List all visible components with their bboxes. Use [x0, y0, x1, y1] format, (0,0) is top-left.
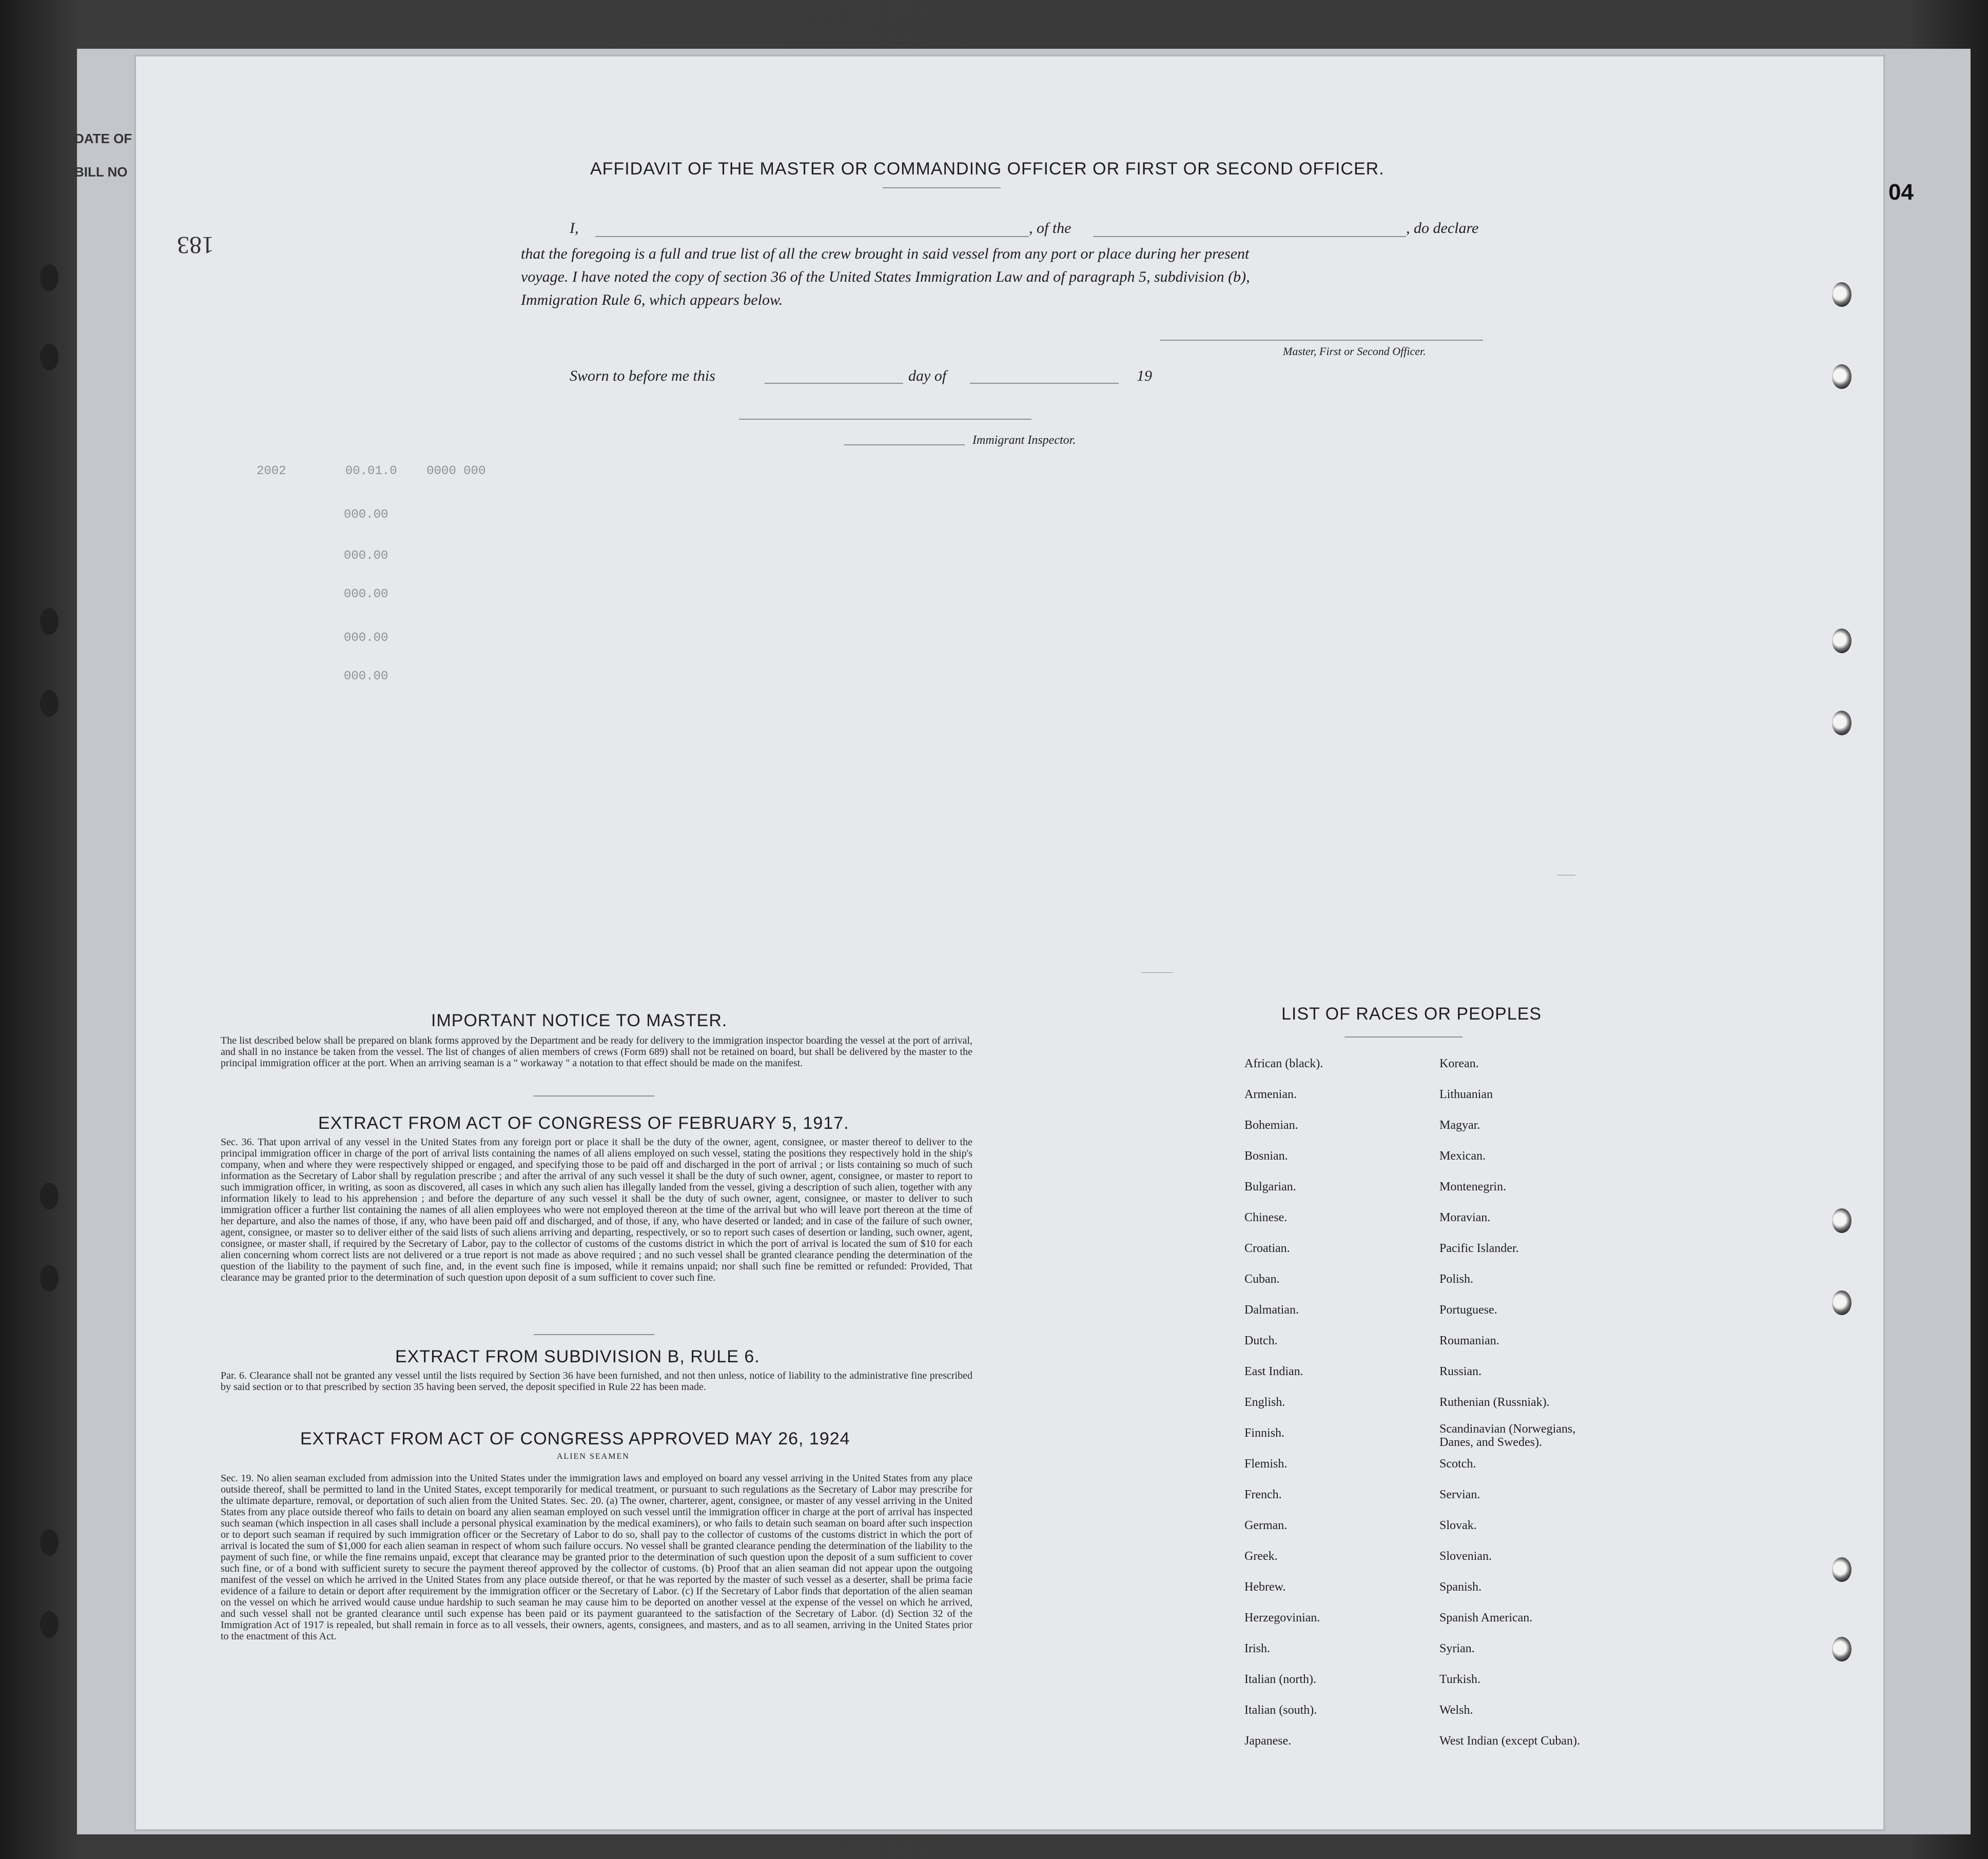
vessel-name-line[interactable] [1093, 236, 1406, 237]
sworn-month-line[interactable] [970, 383, 1119, 384]
bleed-through-text: 000.00 [344, 670, 388, 683]
underlying-sheet-fragment: DATE OF [74, 131, 132, 146]
affidavit-title: AFFIDAVIT OF THE MASTER OR COMMANDING OFFICER OR FIRST OR SECOND OFFICER. [590, 159, 1385, 179]
race-item: English. [1244, 1396, 1285, 1409]
margin-number: 183 [177, 231, 214, 259]
race-item: Hebrew. [1244, 1580, 1286, 1594]
race-item: Bulgarian. [1244, 1180, 1296, 1193]
race-item: Chinese. [1244, 1211, 1288, 1224]
race-item: Scandinavian (Norwegians, Danes, and Swedes). [1439, 1422, 1576, 1449]
race-item: Finnish. [1244, 1426, 1285, 1440]
binder-hole [40, 1611, 59, 1638]
binder-ring [1832, 1290, 1851, 1315]
race-item: German. [1244, 1519, 1288, 1532]
underlying-sheet-fragment: BILL NO [74, 164, 128, 180]
race-item: Syrian. [1439, 1642, 1475, 1655]
race-item: Greek. [1244, 1550, 1278, 1563]
race-item: Scotch. [1439, 1457, 1476, 1471]
race-item: Spanish. [1439, 1580, 1482, 1594]
bleed-through-text: 000.00 [344, 631, 388, 645]
divider [883, 187, 1001, 188]
race-item: French. [1244, 1488, 1282, 1501]
race-item: Pacific Islander. [1439, 1242, 1519, 1255]
race-item: Slovenian. [1439, 1550, 1492, 1563]
race-item: Dutch. [1244, 1334, 1278, 1347]
binder-hole [40, 1265, 59, 1291]
race-item: Spanish American. [1439, 1611, 1533, 1625]
race-item: Flemish. [1244, 1457, 1288, 1471]
master-signature-line[interactable] [1160, 340, 1483, 341]
race-item: Bohemian. [1244, 1119, 1298, 1132]
extract-rule6-body: Par. 6. Clearance shall not be granted any vessel until the lists required by Section 36 have been furnished, and not then unless, notice of liability to the administrative fine prescribed by said section or to that prescribed by section 35 having been served, the deposit specified in Rule 22 has been made. [221, 1370, 972, 1393]
race-item: Bosnian. [1244, 1149, 1288, 1163]
binder-hole [40, 690, 59, 717]
race-item: Magyar. [1439, 1119, 1480, 1132]
bleed-through-text: 000.00 [344, 588, 388, 601]
edge-number: 04 [1888, 180, 1914, 205]
race-item: Dalmatian. [1244, 1303, 1299, 1317]
binder-ring [1832, 1637, 1851, 1661]
binder-hole [40, 1183, 59, 1209]
race-item: Irish. [1244, 1642, 1270, 1655]
race-item: Italian (north). [1244, 1673, 1316, 1686]
races-title: LIST OF RACES OR PEOPLES [1281, 1004, 1542, 1024]
race-item: Servian. [1439, 1488, 1480, 1501]
extract-1917-body: Sec. 36. That upon arrival of any vessel in the United States from any foreign port or place it shall be the duty of the owner, agent, consignee, or master thereof to deliver to the principal immigration officer in charge of the port of arrival lists containing the names of all aliens employed on such vessel, stating the positions they respectively hold in the ship's company, when and where they were respectively shipped or engaged, and specifying those to be paid off and discharged in the port of arrival ; or lists containing so much of such information as the Secretary of Labor shall by regulation prescribe ; and after the arrival of any such vessel it shall be the duty of such owner, agent, consignee, or master to report to such immigration officer, in writing, as soon as discovered, all cases in which any such alien has illegally landed from the vessel, giving a description of such alien, together with any information likely to lead to his apprehension ; and before the departure of any such vessel it shall be the duty of such owner, agent, consignee, or master to deliver to such immigration officer a further list containing the names of all alien employees who were not employed thereon at the time of the arrival but who will leave port thereon at the time of her departure, and also the names of those, if any, who have been paid off and discharged, and of those, if any, who have deserted or landed; and in case of the failure of such owner, agent, consignee, or master so to deliver either of the said lists of such aliens arriving and departing, respectively, or so to report such cases of desertion or landing, such owner, agent, consignee, or master shall, if required by the Secretary of Labor, pay to the collector of customs of the customs district in which the port of arrival is located the sum of $10 for each alien concerning whom correct lists are not delivered or a true report is not made as above required ; and no such vessel shall be granted clearance pending the determination of the question of the liability to the payment of such fine, and, in the event such fine is imposed, while it remains unpaid; nor shall such fine be remitted or refunded: Provided, That clearance may be granted prior to the determination of such question upon deposit of a sum sufficient to cover such fine. [221, 1137, 972, 1283]
affidavit-line-2: that the foregoing is a full and true list of all the crew brought in said vessel from any port or place during her present [521, 245, 1250, 262]
binder-hole [40, 608, 59, 635]
sworn-year: 19 [1137, 367, 1152, 384]
divider [739, 419, 1031, 420]
race-item: Russian. [1439, 1365, 1482, 1378]
notice-body: The list described below shall be prepared on blank forms approved by the Department and be ready for delivery to the immigration inspector boarding the vessel at the port of arrival, and shall in no instance be taken from the vessel. The list of changes of alien members of crews (Form 689) shall not be retained on board, but shall be delivered by the master to the principal immigration officer at the port. When an arriving seaman is a " workaway " a notation to that effect should be made on the manifest. [221, 1035, 972, 1069]
binder-hole [40, 1529, 59, 1556]
binder-hole [40, 264, 59, 291]
race-item: Montenegrin. [1439, 1180, 1506, 1193]
notice-title: IMPORTANT NOTICE TO MASTER. [431, 1011, 728, 1030]
master-signature-label: Master, First or Second Officer. [1283, 345, 1426, 358]
race-item: Turkish. [1439, 1673, 1480, 1686]
race-item: Armenian. [1244, 1088, 1297, 1101]
extract-1917-title: EXTRACT FROM ACT OF CONGRESS OF FEBRUARY 5, 1917. [318, 1113, 849, 1133]
master-name-line[interactable] [595, 236, 1029, 237]
bleed-through-text: 000.00 [344, 549, 388, 563]
binder-ring [1832, 1208, 1851, 1233]
affidavit-of-the: , of the [1029, 220, 1071, 237]
binder-ring [1832, 364, 1851, 389]
binder-ring [1832, 711, 1851, 735]
extract-rule6-title: EXTRACT FROM SUBDIVISION B, RULE 6. [395, 1347, 760, 1366]
affidavit-do-declare: , do declare [1406, 220, 1479, 237]
race-item: African (black). [1244, 1057, 1323, 1070]
race-item: Ruthenian (Russniak). [1439, 1396, 1550, 1409]
extract-1924-body: Sec. 19. No alien seaman excluded from admission into the United States under the immigration laws and employed on board any vessel arriving in the United States from any place outside thereof, shall be permitted to land in the United States, except temporarily for medical treatment, or pursuant to such regulations as the Secretary of Labor may prescribe for the ultimate departure, removal, or deportation of such alien from the United States. Sec. 20. (a) The owner, charterer, agent, consignee, or master of any vessel arriving in the United States from any place outside thereof who fails to detain on board any alien seaman employed on such vessel until the immigration officer in charge at the port of arrival has inspected such seaman (which inspection in all cases shall include a personal physical examination by the medical examiners), or who fails to detain such seaman on board after such inspection or to deport such seaman if required by such immigration officer or the Secretary of Labor to do so, shall pay to the collector of customs of the customs district in which the port of arrival is located the sum of $1,000 for each alien seaman in respect of whom such failure occurs. No vessel shall be granted clearance pending the determination of the liability to the payment of such fine, or while the fine remains unpaid, except that clearance may be granted prior to the determination of such question upon the deposit of a sum sufficient to cover such fine, or of a bond with sufficient surety to secure the payment thereof approved by the collector of customs. (b) Proof that an alien seaman did not appear upon the outgoing manifest of the vessel on which he arrived in the United States from any place outside thereof, or that he was reported by the master of such vessel as a deserter, shall be prima facie evidence of a failure to detain or deport after requirement by the immigration officer or the Secretary of Labor. (c) If the Secretary of Labor finds that deportation of the alien seaman on the vessel on which he arrived would cause undue hardship to such seaman he may cause him to be deported on another vessel at the expense of the vessel on which he arrived, and such vessel shall not be granted clearance until such expense has been paid or its payment guaranteed to the satisfaction of the Secretary of Labor. (d) Section 32 of the Immigration Act of 1917 is repealed, but shall remain in force as to all vessels, their owners, agents, consignees, and masters, and as to all seamen, arriving in the United States prior to the enactment of this Act. [221, 1473, 972, 1642]
divider [1142, 972, 1173, 973]
race-item: Japanese. [1244, 1734, 1292, 1748]
sworn-day-line[interactable] [765, 383, 903, 384]
race-item: Croatian. [1244, 1242, 1290, 1255]
affidavit-i: I, [570, 220, 579, 237]
divider [534, 1334, 654, 1335]
race-item: Mexican. [1439, 1149, 1486, 1163]
bleed-through-text: 000.00 [344, 508, 388, 522]
sworn-text: Sworn to before me this [570, 367, 715, 384]
race-item: Polish. [1439, 1273, 1474, 1286]
race-item: Herzegovinian. [1244, 1611, 1320, 1625]
divider [534, 1095, 654, 1097]
inspector-signature-line[interactable] [844, 444, 965, 445]
race-item: West Indian (except Cuban). [1439, 1734, 1580, 1748]
race-item: Italian (south). [1244, 1704, 1317, 1717]
extract-1924-title: EXTRACT FROM ACT OF CONGRESS APPROVED MAY 26, 1924 [300, 1429, 850, 1449]
race-item: Slovak. [1439, 1519, 1477, 1532]
race-item: Cuban. [1244, 1273, 1280, 1286]
bleed-through-text: 2002 00.01.0 0000 000 [257, 464, 486, 478]
extract-1924-subtitle: ALIEN SEAMEN [557, 1452, 630, 1461]
race-item: Welsh. [1439, 1704, 1473, 1717]
race-item: East Indian. [1244, 1365, 1303, 1378]
race-item: Korean. [1439, 1057, 1479, 1070]
divider [1344, 1036, 1463, 1038]
affidavit-line-4: Immigration Rule 6, which appears below. [521, 291, 783, 308]
binder-ring [1832, 282, 1851, 307]
binder-ring [1832, 629, 1851, 653]
binder-ring [1832, 1557, 1851, 1582]
race-item: Moravian. [1439, 1211, 1491, 1224]
race-item: Lithuanian [1439, 1088, 1493, 1101]
sworn-day-of: day of [908, 367, 947, 384]
affidavit-line-3: voyage. I have noted the copy of section 36 of the United States Immigration Law and of paragraph 5, subdivision (b), [521, 268, 1250, 285]
race-item: Portuguese. [1439, 1303, 1497, 1317]
race-item: Roumanian. [1439, 1334, 1499, 1347]
inspector-signature-label: Immigrant Inspector. [972, 434, 1076, 447]
binder-hole [40, 344, 59, 370]
